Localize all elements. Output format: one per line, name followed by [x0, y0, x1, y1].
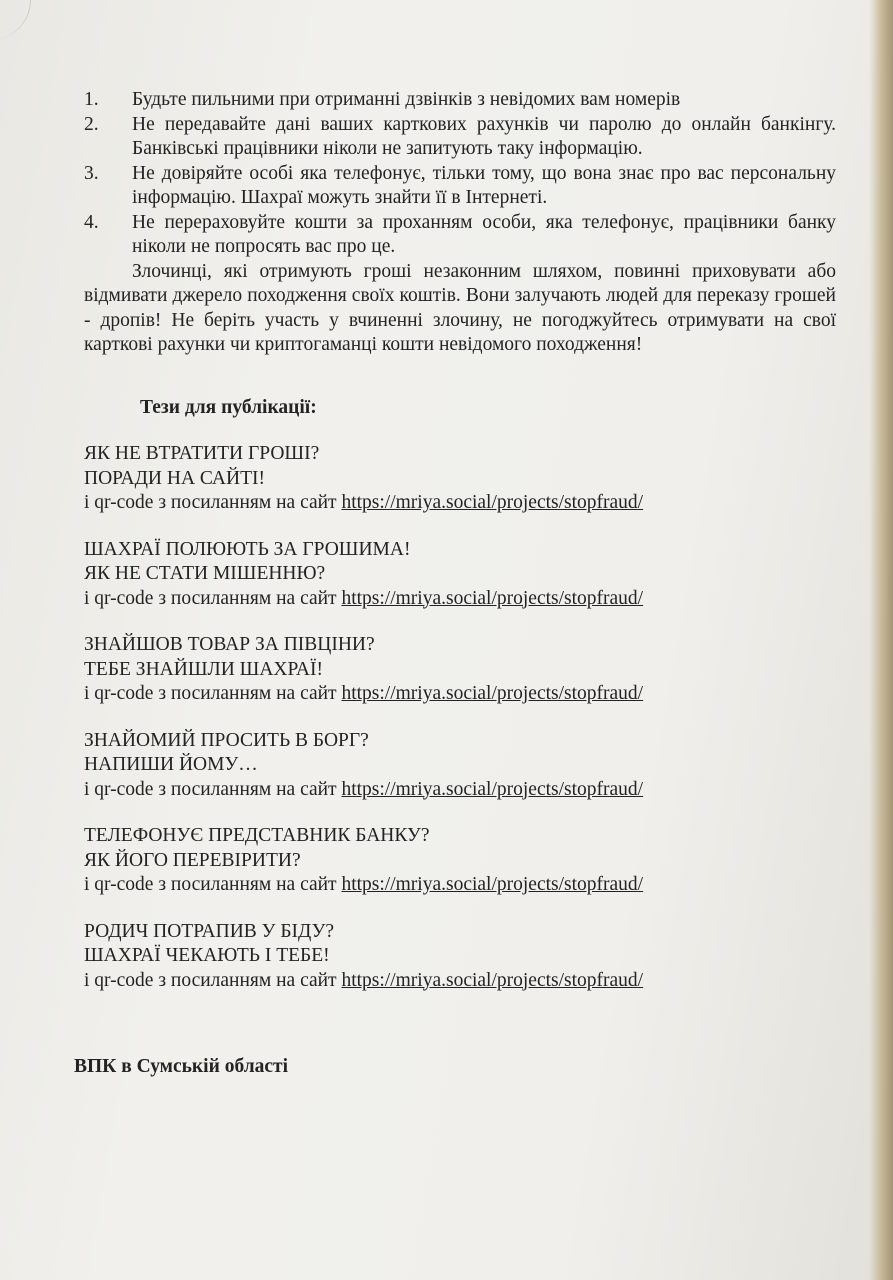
tip-item — [84, 88, 836, 113]
qr-prefix: і qr-code з посиланням на сайт — [84, 874, 342, 895]
thesis-block — [84, 824, 836, 898]
thesis-line: ЗНАЙОМИЙ ПРОСИТЬ В БОРГ? — [84, 729, 369, 751]
thesis-line: НАПИШИ ЙОМУ… — [84, 754, 258, 775]
thesis-line: ТЕЛЕФОНУЄ ПРЕДСТАВНИК БАНКУ? — [84, 825, 430, 846]
qr-note — [84, 682, 836, 707]
tip-item — [84, 211, 836, 260]
document-body — [74, 88, 836, 1080]
thesis-line: ШАХРАЇ ПОЛЮЮТЬ ЗА ГРОШИМА! — [84, 538, 411, 560]
tip-item — [84, 113, 836, 162]
thesis-line: РОДИЧ ПОТРАПИВ У БІДУ? — [84, 920, 335, 942]
site-link[interactable]: https://mriya.social/projects/stopfraud/ — [341, 778, 644, 800]
thesis-line: ЯК НЕ СТАТИ МІШЕННЮ? — [84, 563, 326, 584]
tip-text: Не передавайте дані ваших карткових рахунків чи паролю до онлайн банкінгу. Банківські працівники ніколи не запитують таку інформацію. — [132, 113, 836, 159]
site-link[interactable]: https://mriya.social/projects/stopfraud/ — [341, 683, 644, 704]
tip-text: Будьте пильними при отриманні дзвінків з невідомих вам номерів — [132, 89, 681, 110]
document-signature: ВПК в Сумській області — [74, 1056, 289, 1077]
site-link[interactable]: https://mriya.social/projects/stopfraud/ — [341, 587, 644, 609]
tip-number: 3. — [84, 162, 99, 184]
site-link[interactable]: https://mriya.social/projects/stopfraud/ — [341, 969, 644, 991]
qr-prefix: і qr-code з посиланням на сайт — [84, 778, 342, 800]
warning-paragraph: Злочинці, які отримують гроші незаконним шляхом, повинні приховувати або відмивати джерело походження своїх коштів. Вони залучають людей для переказу грошей - дропів! Не беріть участь у вчиненні злочину, не погоджуйтесь отримувати на свої карткові рахунки чи криптогаманці кошти невідомого походження! — [84, 260, 836, 355]
qr-prefix: і qr-code з посиланням на сайт — [84, 969, 342, 991]
thesis-line: ТЕБЕ ЗНАЙШЛИ ШАХРАЇ! — [84, 658, 323, 680]
thesis-block — [84, 729, 836, 803]
qr-note — [84, 778, 836, 803]
page-edge-shadow — [869, 0, 893, 1280]
thesis-block — [84, 538, 836, 612]
site-link[interactable]: https://mriya.social/projects/stopfraud/ — [341, 874, 644, 895]
thesis-line: ЗНАЙШОВ ТОВАР ЗА ПІВЦІНИ? — [84, 634, 375, 655]
site-link[interactable]: https://mriya.social/projects/stopfraud/ — [341, 492, 644, 513]
thesis-line: ПОРАДИ НА САЙТІ! — [84, 467, 265, 489]
qr-prefix: і qr-code з посиланням на сайт — [84, 492, 342, 513]
qr-prefix: і qr-code з посиланням на сайт — [84, 587, 342, 609]
thesis-line: ШАХРАЇ ЧЕКАЮТЬ І ТЕБЕ! — [84, 945, 330, 966]
thesis-line: ЯК ЙОГО ПЕРЕВІРИТИ? — [84, 849, 301, 871]
tip-item — [84, 162, 836, 211]
page-curl — [0, 0, 31, 40]
thesis-block — [84, 442, 836, 516]
qr-note — [84, 969, 836, 994]
theses-heading: Тези для публікації: — [140, 396, 317, 418]
tip-number: 4. — [84, 211, 99, 233]
thesis-block — [84, 920, 836, 994]
qr-note — [84, 873, 836, 898]
tip-text: Не перераховуйте кошти за проханням особи, яка телефонує, працівники банку ніколи не попросять вас про це. — [132, 211, 836, 257]
qr-note — [84, 491, 836, 516]
tip-number: 2. — [84, 113, 99, 135]
thesis-block — [84, 633, 836, 707]
tip-text: Не довіряйте особі яка телефонує, тільки тому, що вона знає про вас персональну інформацію. Шахраї можуть знайти її в Інтернеті. — [132, 162, 836, 208]
qr-note — [84, 587, 836, 612]
thesis-line: ЯК НЕ ВТРАТИТИ ГРОШІ? — [84, 443, 320, 464]
qr-prefix: і qr-code з посиланням на сайт — [84, 683, 342, 704]
tip-number: 1. — [84, 89, 99, 110]
